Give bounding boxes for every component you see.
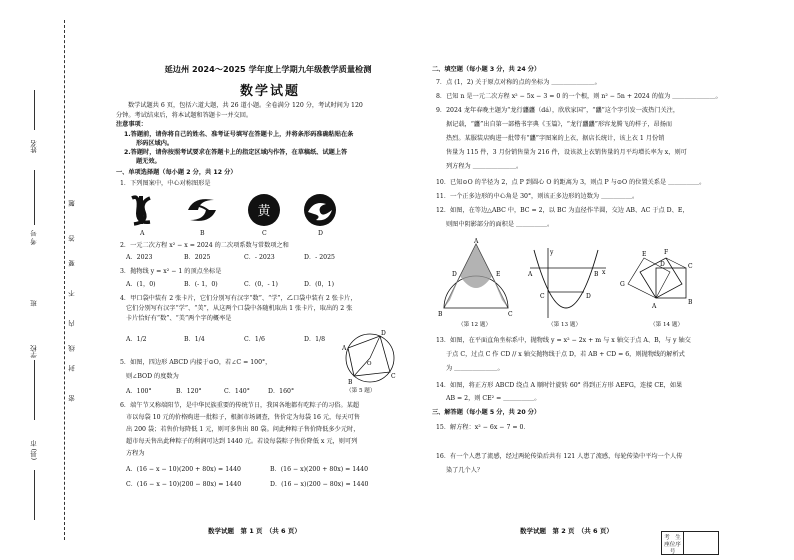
q4-option[interactable]: D．1/8 — [304, 336, 326, 343]
q16-text: 染了几个人？ — [446, 467, 484, 474]
class-label: 班 — [30, 300, 38, 307]
exam-number-blank[interactable] — [34, 170, 35, 225]
q5-caption: （第 5 题） — [346, 388, 376, 394]
svg-text:B: B — [348, 379, 353, 386]
seal-line — [64, 20, 65, 540]
q16-text: 16．有一个人患了流感，经过两轮传染后共有 121 人患了流感，每轮传染中平均一个人传 — [436, 453, 683, 460]
q6-option[interactable]: B．(16 − x)(200 + 80x) = 1440 — [270, 466, 369, 473]
q6-text: 方程为 — [126, 450, 145, 457]
q1-label-b: B — [200, 230, 205, 237]
intro-line: 数学试题共 6 页，包括六道大题，共 26 道小题。全卷满分 120 分，考试时间为 120 — [128, 102, 363, 109]
q4-option[interactable]: A．1/2 — [126, 336, 147, 343]
q4-option[interactable]: C．1/6 — [244, 336, 265, 343]
note-line: 题无效。 — [136, 158, 161, 165]
q6-option[interactable]: D．(16 − x)(200 − 80x) = 1440 — [270, 481, 369, 488]
q6-text: 出 200 袋；若售价每降低 1 元，则可多售出 80 袋。问此种粽子售价降低多少元时， — [126, 426, 360, 433]
seat-number-label: 考 生 座位序号 — [662, 532, 684, 554]
q10-text: 10．已知⊙O 的半径为 2，点 P 到圆心 O 的距离为 3，则点 P 与⊙O 的位置关系是 ＿＿＿＿＿。 — [436, 179, 706, 186]
intro-line: 分钟。考试结束后，将本试题和答题卡一并交回。 — [116, 112, 253, 119]
svg-text:D: D — [660, 261, 665, 268]
q2-option[interactable]: A．2023 — [126, 254, 153, 261]
q5-option[interactable]: C．140° — [224, 388, 250, 395]
svg-text:F: F — [664, 249, 669, 256]
q15-text: 15．解方程：x² − 6x − 7 = 0． — [436, 424, 530, 431]
logo-d-icon — [302, 192, 338, 228]
svg-text:D: D — [586, 293, 591, 300]
q5-option[interactable]: D．160° — [268, 388, 295, 395]
seal-char: 题 — [68, 200, 76, 207]
fig13-caption: （第 13 题） — [548, 322, 582, 328]
q2-option[interactable]: D．- 2025 — [304, 254, 335, 261]
notes-heading: 注意事项： — [116, 121, 147, 128]
q6-text: 6．端午节又称端阳节，是中华民族重要的传统节日，我国各地都有吃粽子的习俗。某超 — [120, 402, 360, 409]
name-blank[interactable] — [34, 90, 35, 130]
q4-option[interactable]: B．1/4 — [184, 336, 205, 343]
exam-title: 延边州 2024～2025 学年度上学期九年级教学质量检测 — [164, 64, 372, 74]
q7-text: 7．点 (1，2) 关于原点对称的点的坐标为 ＿＿＿＿＿＿＿。 — [436, 79, 601, 86]
q3-option[interactable]: B．(- 1，0) — [184, 281, 218, 288]
q8-text: 8．已知 n 是一元二次方程 x² − 5x − 3 = 0 的一个根，则 n² − 5n + 2024 的值为 ＿＿＿＿＿＿＿。 — [436, 93, 722, 100]
q4-text: 卡片恰好有“数”、“美”两个字的概率是 — [126, 315, 232, 322]
svg-text:y: y — [550, 249, 554, 256]
page-footer-right: 数学试题 第 2 页 （共 6 页） — [520, 527, 613, 535]
exam-subtitle: 数学试题 — [239, 84, 300, 99]
svg-text:A: A — [652, 303, 657, 310]
page-footer-left: 数学试题 第 1 页 （共 6 页） — [208, 527, 301, 535]
q3-option[interactable]: D．(0，1) — [304, 281, 335, 288]
q5-text: 5．如图，四边形 ABCD 内接于⊙O，若∠C = 100°， — [120, 359, 272, 366]
fig12-caption: （第 12 题） — [458, 322, 492, 328]
svg-text:C: C — [508, 311, 513, 318]
q2-option[interactable]: C．- 2023 — [244, 254, 275, 261]
svg-text:C: C — [540, 293, 545, 300]
section3-heading: 三、解答题（每小题 5 分，共 20 分） — [432, 409, 541, 416]
section2-heading: 二、填空题（每小题 3 分，共 24 分） — [432, 66, 541, 73]
svg-text:O: O — [367, 361, 372, 367]
q14-text: AB = 2，则 CE² = ＿＿＿＿＿。 — [446, 395, 541, 402]
svg-text:C: C — [688, 263, 693, 270]
svg-text:B: B — [688, 299, 693, 306]
fig14-diagram — [618, 238, 708, 322]
q12-text: 12．如图，在等边△ABC 中，BC = 2，以 BC 为直径作半圆，交边 AB、AC 于点 D、E， — [436, 207, 689, 214]
q9-text: 列方程为 ＿＿＿＿＿＿＿。 — [446, 163, 523, 170]
q5-text: 则∠BOD 的度数为 — [126, 373, 179, 380]
q3-option[interactable]: C．(0，- 1) — [244, 281, 278, 288]
seal-char: 不 — [68, 290, 76, 297]
q5-option[interactable]: A．100° — [126, 388, 152, 395]
q12-text: 则图中阴影部分的面积是 ＿＿＿＿＿。 — [446, 221, 554, 228]
q3-text: 3．抛物线 y = x² − 1 的顶点坐标是 — [120, 268, 222, 275]
q2-option[interactable]: B．2025 — [184, 254, 211, 261]
q3-option[interactable]: A．(1，0) — [126, 281, 156, 288]
seal-char: 答 — [68, 235, 76, 242]
q9-text: 9．2024 龙年春晚主题为“龙行龘龘（dá），欣欣家国”，“龘”这个字引发一波热门关注， — [436, 107, 680, 114]
seat-number-box[interactable] — [661, 531, 719, 555]
logo-b-icon — [184, 192, 220, 228]
q9-text: 售量为 115 件，3 月份销售量为 216 件，设该款上衣销售量的月平均增长率为 x，则可 — [446, 149, 687, 156]
seal-char: 线 — [68, 345, 76, 352]
q1-label-c: C — [262, 230, 267, 237]
section1-heading: 一、单项选择题（每小题 2 分，共 12 分） — [116, 169, 237, 176]
school-label: 学校 — [30, 345, 38, 358]
logo-a-icon — [124, 192, 160, 228]
q6-option[interactable]: C．(16 − x − 10)(200 − 80x) = 1440 — [126, 481, 242, 488]
exam-number-label: 考 号 — [30, 230, 38, 246]
county-blank[interactable] — [34, 470, 35, 520]
q13-text: 13．如图，在平面直角坐标系中，抛物线 y = x² − 2x + m 与 x 轴交于点 A、B，与 y 轴交 — [436, 337, 691, 344]
svg-text:B: B — [438, 311, 443, 318]
q1-label-a: A — [140, 230, 145, 237]
q5-figure — [340, 328, 400, 388]
seal-char: 内 — [68, 320, 76, 327]
svg-text:x: x — [602, 269, 606, 276]
q5-option[interactable]: B．120° — [176, 388, 202, 395]
svg-text:A: A — [474, 238, 479, 245]
q4-text: 它们分别写有汉字“学”、“美”，从这两个口袋中各随机取出 1 张卡片，取出的 2 张 — [126, 305, 353, 312]
seal-char: 封 — [68, 365, 76, 372]
fig13-diagram — [526, 246, 608, 320]
svg-text:黄: 黄 — [257, 204, 271, 219]
q6-text: 超市每天售出此种粽子的利润可达到 1440 元。若设每袋粽子售价降低 x 元，则可列 — [126, 438, 358, 445]
svg-text:A: A — [342, 345, 347, 352]
logo-c-icon — [246, 192, 282, 228]
fig14-caption: （第 14 题） — [650, 322, 684, 328]
svg-text:E: E — [496, 271, 501, 278]
note-line: 形码区域内。 — [136, 140, 174, 147]
svg-text:B: B — [594, 271, 599, 278]
q6-option[interactable]: A．(16 − x − 10)(200 + 80x) = 1440 — [126, 466, 241, 473]
school-blank[interactable] — [34, 360, 35, 420]
q14-text: 14．如图，将正方形 ABCD 绕点 A 顺时针旋转 60° 得到正方形 AEFG，连接 CE，如果 — [436, 382, 683, 389]
q13-text: 于点 C，过点 C 作 CD // x 轴交抛物线于点 D，若 AB + CD = 6，则抛物线的解析式 — [446, 351, 685, 358]
svg-text:D: D — [452, 271, 457, 278]
county-label: (县) 市 — [30, 440, 38, 461]
svg-text:D: D — [381, 330, 386, 337]
q1-label-d: D — [318, 230, 323, 237]
q1-text: 1．下列图案中，中心对称图形是 — [120, 180, 211, 187]
q2-text: 2．一元二次方程 x² − x = 2024 的二次项系数与常数项之和 — [120, 242, 289, 249]
binding-strip — [0, 0, 110, 560]
seal-char: 密 — [68, 395, 76, 402]
q13-text: 为 ＿＿＿＿＿＿＿。 — [446, 365, 504, 372]
svg-text:C: C — [391, 373, 396, 380]
name-label: 姓名 — [30, 140, 38, 153]
svg-text:A: A — [528, 271, 533, 278]
q6-text: 市以每袋 10 元的价格购进一批粽子，根据市场调查，售价定为每袋 16 元，每天可售 — [126, 414, 360, 421]
svg-text:G: G — [620, 281, 625, 288]
note-line: 1.答题前，请你将自己的姓名、准考证号填写在答题卡上，并将条形码准确粘贴在条 — [124, 131, 354, 138]
q9-text: 热烈。某服装店购进一批带有“龘”字图案的上衣，据店长统计，该上衣 1 月份销 — [446, 135, 665, 142]
q11-text: 11．一个正多边形的中心角是 30°，则该正多边形的边数为 ＿＿＿＿＿。 — [436, 193, 639, 200]
fig12-diagram — [436, 238, 516, 318]
svg-text:E: E — [642, 251, 647, 258]
q4-text: 4．甲口袋中装有 2 张卡片，它们分别写有汉字“数”、“学”，乙口袋中装有 2 张卡片， — [120, 295, 357, 302]
note-line: 2.答题时，请你按照考试要求在答题卡上的指定区域内作答，在草稿纸、试题上答 — [124, 149, 348, 156]
q9-text: 据记载，“龘”出自第一部楷书字典《玉篇》，“龙行龘龘”形容龙腾飞的样子，昂扬而 — [446, 121, 673, 128]
seal-char: 要 — [68, 260, 76, 267]
